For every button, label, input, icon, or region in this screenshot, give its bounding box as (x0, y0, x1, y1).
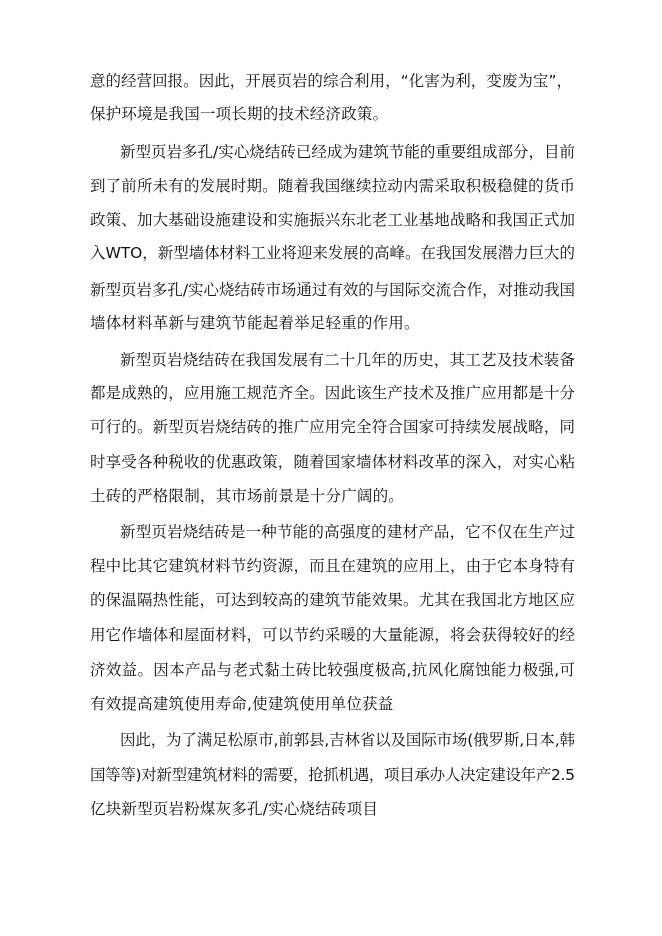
text-line: 入WTO，新型墙体材料工业将迎来发展的高峰。在我国发展潜力巨大的 (90, 244, 575, 262)
text-line: 到了前所未有的发展时期。随着我国继续拉动内需采取积极稳健的货币 (90, 177, 575, 195)
text-line: 政策、加大基础设施建设和实施振兴东北老工业基地战略和我国正式加 (90, 211, 575, 229)
text-line: 新型页岩多孔/实心烧结砖已经成为建筑节能的重要组成部分，目前 (120, 143, 575, 161)
text-line: 亿块新型页岩粉煤灰多孔/实心烧结砖项目 (90, 800, 379, 818)
text-line: 意的经营回报。因此，开展页岩的综合利用，“化害为利，变废为宝”， (90, 72, 572, 90)
text-line: 时享受各种税收的优惠政策，随着国家墙体材料改革的深入，对实心粘 (90, 453, 575, 471)
text-line: 因此，为了满足松原市,前郭县,吉林省以及国际市场(俄罗斯,日本,韩 (120, 731, 575, 749)
text-line: 可行的。新型页岩烧结砖的推广应用完全符合国家可持续发展战略，同 (90, 418, 575, 436)
text-line: 用它作墙体和屋面材料，可以节约采暖的大量能源，将会获得较好的经 (90, 626, 575, 644)
text-line: 的保温隔热性能，可达到较高的建筑节能效果。尤其在我国北方地区应 (90, 591, 575, 609)
text-line: 都是成熟的，应用施工规范齐全。因此该生产技术及推广应用都是十分 (90, 384, 575, 402)
text-line: 保护环境是我国一项长期的技术经济政策。 (90, 105, 389, 123)
text-line: 土砖的严格限制，其市场前景是十分广阔的。 (90, 487, 405, 505)
text-line: 有效提高建筑使用寿命,使建筑使用单位获益 (90, 695, 394, 713)
text-line: 新型页岩烧结砖在我国发展有二十几年的历史，其工艺及技术装备 (120, 351, 575, 369)
text-line: 国等等)对新型建筑材料的需要，抢抓机遇，项目承办人决定建设年产2.5 (90, 766, 575, 784)
text-line: 济效益。因本产品与老式黏土砖比较强度极高,抗风化腐蚀能力极强,可 (90, 661, 575, 679)
text-line: 新型页岩烧结砖是一种节能的高强度的建材产品，它不仅在生产过 (120, 523, 575, 541)
text-line: 程中比其它建筑材料节约资源，而且在建筑的应用上，由于它本身特有 (90, 557, 575, 575)
text-line: 新型页岩多孔/实心烧结砖市场通过有效的与国际交流合作，对推动我国 (90, 281, 575, 299)
text-line: 墙体材料革新与建筑节能起着举足轻重的作用。 (90, 314, 420, 332)
